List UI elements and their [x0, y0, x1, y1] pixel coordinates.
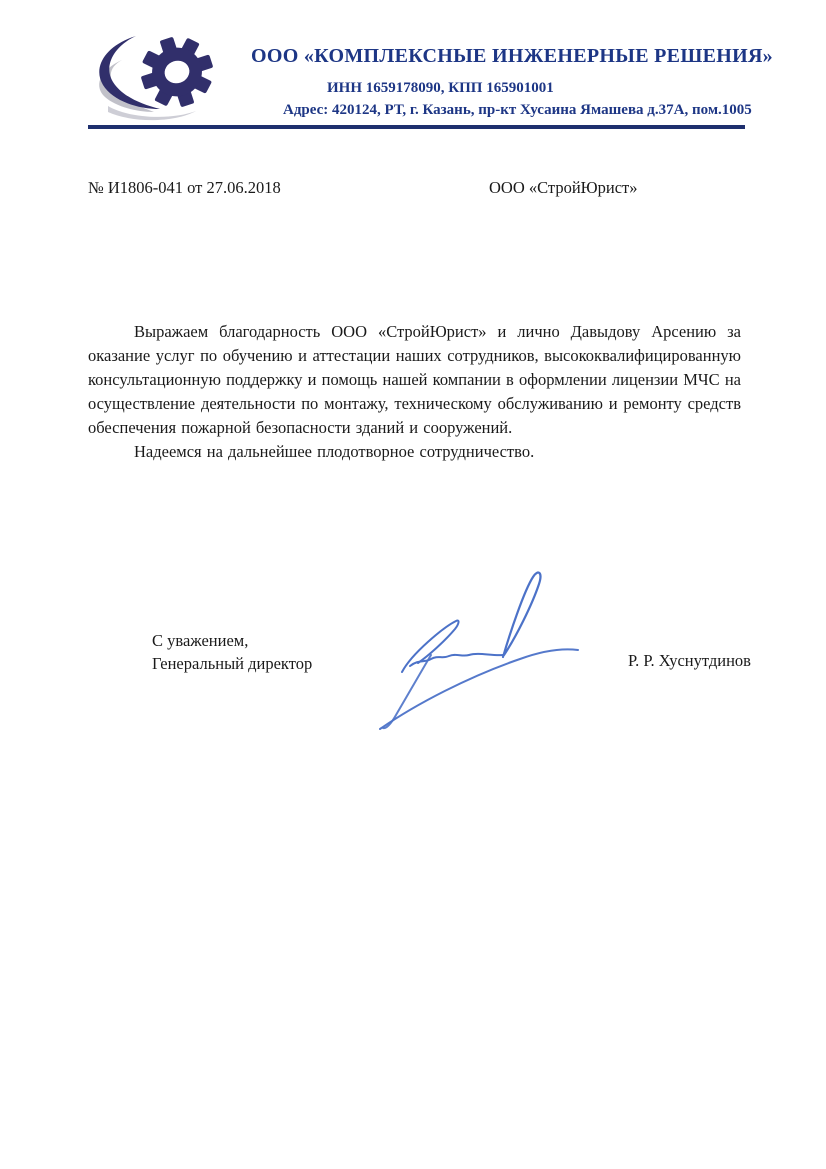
- company-logo-gear-icon: [92, 30, 222, 126]
- letter-number-date: № И1806-041 от 27.06.2018: [88, 178, 281, 197]
- company-inn-kpp: ИНН 1659178090, КПП 165901001: [327, 80, 554, 96]
- signer-title: Генеральный директор: [152, 653, 313, 673]
- body-paragraph-1: Выражаем благодарность ООО «СтройЮрист» и лично Давыдову Арсению за оказание услуг по обучению и аттестации наших сотрудников, высококвалифицированную консультационную поддержку и помощь нашей компании в оформлении лицензии МЧС на осуществление деятельности по монтажу, техническому обслуживанию и ремонту средств обеспечения пожарной безопасности зданий и сооружений.: [88, 322, 741, 437]
- letter-body: [88, 320, 741, 464]
- signer-name: Р. Р. Хуснутдинов: [628, 651, 751, 670]
- recipient-name: ООО «СтройЮрист»: [489, 178, 638, 197]
- closing-line: С уважением,: [152, 631, 249, 650]
- handwritten-signature-icon: [330, 555, 590, 755]
- body-paragraph-2: Надеемся на дальнейшее плодотворное сотрудничество.: [134, 442, 535, 461]
- company-address: Адрес: 420124, РТ, г. Казань, пр-кт Хусаина Ямашева д.37А, пом.1005: [283, 102, 752, 118]
- closing-block: [152, 630, 312, 675]
- company-name: ООО «КОМПЛЕКСНЫЕ ИНЖЕНЕРНЫЕ РЕШЕНИЯ»: [251, 45, 773, 67]
- header-divider-rule: [88, 125, 745, 129]
